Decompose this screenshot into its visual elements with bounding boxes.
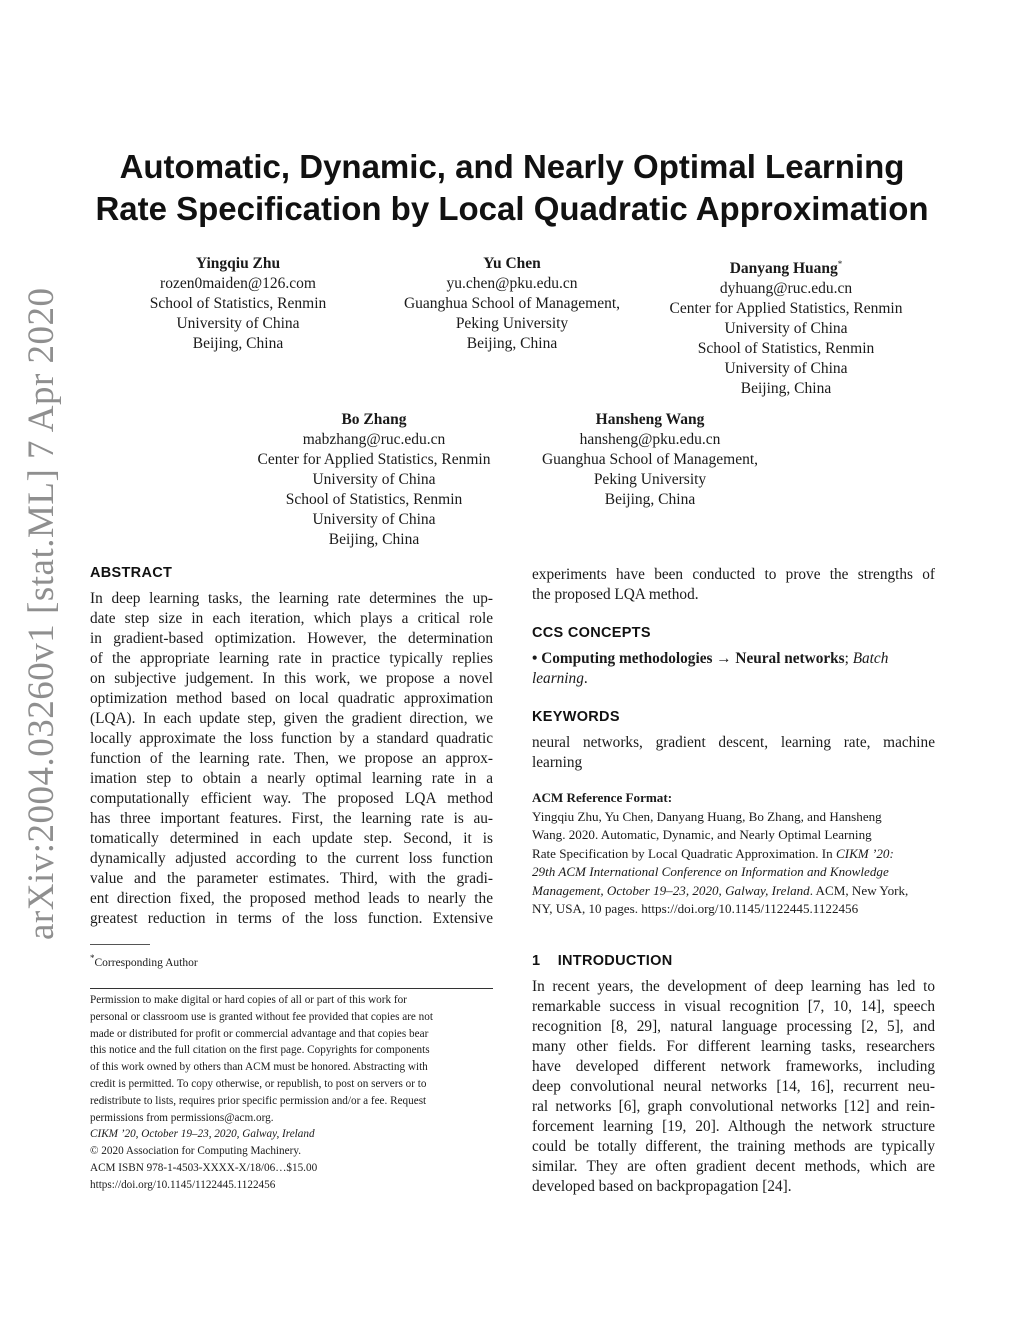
abstract-line: ent direction fixed, the proposed method leads to nearly the (90, 890, 493, 907)
abstract-heading: ABSTRACT (90, 565, 173, 581)
abstract-line: experiments have been conducted to prove the strengths of (532, 566, 935, 583)
abstract-line: dynamically adjusted according to the current loss function (90, 850, 493, 867)
permission-block (90, 992, 433, 1194)
author-affiliation: Guanghua School of Management, (403, 295, 621, 312)
intro-heading (532, 953, 672, 969)
acm-ref-line: NY, USA, 10 pages. https://doi.org/10.1145/1122445.1122456 (532, 901, 859, 916)
abstract-line: in gradient-based optimization. However, the determination (90, 630, 493, 647)
author-block-2 (382, 254, 642, 354)
keywords-line: learning (532, 754, 583, 771)
abstract-line: optimization method based on local quadratic approximation (90, 690, 493, 707)
author-name: Yingqiu Zhu (195, 255, 281, 272)
abstract-line: greatest reduction in terms of the loss function. Extensive (90, 910, 493, 927)
author-block-4 (238, 410, 510, 550)
author-affiliation: Beijing, China (740, 380, 832, 398)
author-email: rozen0maiden@126.com (160, 275, 316, 292)
author-name: Danyang Huang* (729, 259, 843, 278)
keywords-line: neural networks, gradient descent, learning rate, machine (532, 734, 935, 751)
author-affiliation: Beijing, China (466, 335, 558, 352)
acm-ref-line: Wang. 2020. Automatic, Dynamic, and Nearly Optimal Learning (532, 827, 872, 842)
ccs-concept: Computing methodologies (541, 650, 713, 667)
ccs-extra: learning (532, 670, 584, 687)
author-affiliation: Center for Applied Statistics, Renmin (257, 451, 491, 468)
corresponding-marker: * (837, 259, 843, 269)
section-title: INTRODUCTION (557, 953, 673, 969)
abstract-line: (LQA). In each update step, given the gradient direction, we (90, 710, 493, 727)
intro-line: deep convolutional neural networks [14, 16], recurrent neu- (532, 1078, 935, 1095)
author-affiliation: Center for Applied Statistics, Renmin (669, 300, 903, 318)
permission-line: permissions from permissions@acm.org. (90, 1111, 274, 1124)
acm-ref-line: Yingqiu Zhu, Yu Chen, Danyang Huang, Bo Zhang, and Hansheng (532, 808, 882, 824)
intro-line: recognition [8, 29], natural language processing [2, 5], and (532, 1018, 935, 1035)
author-affiliation: University of China (176, 315, 300, 332)
author-block-3 (650, 254, 922, 399)
intro-line: many other fields. For different learning tasks, researchers (532, 1038, 935, 1055)
ccs-separator: ; (844, 650, 849, 667)
footnote-text: Corresponding Author (94, 956, 198, 969)
permission-line: redistribute to lists, requires prior specific permission and/or a fee. Request (90, 1094, 427, 1107)
abstract-line: tomatically determined in each update step. Second, it is (90, 830, 493, 847)
author-affiliation: University of China (724, 320, 848, 338)
acm-ref-line (532, 882, 935, 901)
acm-ref-heading: ACM Reference Format: (532, 790, 673, 805)
permission-line: made or distributed for profit or commercial advantage and that copies bear (90, 1027, 429, 1040)
abstract-line: locally approximate the loss function by a standard quadratic (90, 730, 493, 747)
author-name: Yu Chen (483, 255, 541, 272)
ccs-bullet: • (532, 650, 538, 667)
acm-reference (532, 789, 935, 919)
author-email: hansheng@pku.edu.cn (579, 431, 721, 448)
author-affiliation: Beijing, China (604, 491, 696, 508)
intro-line: developed based on backpropagation [24]. (532, 1178, 792, 1195)
intro-line: In recent years, the development of deep learning has led to (532, 978, 935, 995)
author-affiliation: Guanghua School of Management, (541, 451, 759, 468)
author-affiliation: Beijing, China (328, 531, 420, 548)
doi-line: https://doi.org/10.1145/1122445.1122456 (90, 1178, 276, 1191)
venue-line: CIKM ’20, October 19–23, 2020, Galway, Ireland (90, 1128, 315, 1141)
keywords-heading: KEYWORDS (532, 709, 620, 725)
intro-body (532, 977, 935, 1197)
ccs-subconcept: Neural networks (735, 650, 845, 667)
acm-ref-venue: Management, October 19–23, 2020, Galway, Ireland (532, 882, 810, 898)
footnote-rule (90, 944, 150, 945)
abstract-body (90, 589, 493, 929)
author-email: yu.chen@pku.edu.cn (446, 275, 578, 292)
abstract-line: imation step to obtain a nearly optimal learning rate in a (90, 770, 493, 787)
acm-ref-text: Rate Specification by Local Quadratic Approximation. In (532, 845, 833, 861)
intro-line: ral networks [6], graph convolutional networks [12] and rein- (532, 1098, 935, 1115)
copyright-line: © 2020 Association for Computing Machinery. (90, 1145, 301, 1158)
author-affiliation: Peking University (593, 471, 707, 488)
author-affiliation: University of China (312, 511, 436, 528)
permission-line: Permission to make digital or hard copies of all or part of this work for (90, 994, 407, 1006)
intro-line: have developed different network frameworks, including (532, 1058, 935, 1075)
arxiv-stamp: arXiv:2004.03260v1 [stat.ML] 7 Apr 2020 (21, 287, 62, 940)
author-affiliation: University of China (724, 360, 848, 378)
ccs-arrow: → (716, 650, 732, 667)
acm-ref-venue: CIKM ’20: (835, 845, 894, 861)
keywords-body (532, 733, 935, 773)
ccs-body (532, 649, 935, 689)
ccs-end: . (583, 670, 588, 687)
author-block-1 (122, 254, 354, 354)
section-number: 1 (532, 953, 541, 969)
intro-line: remarkable success in visual recognition [7, 10, 14], speech (532, 998, 935, 1015)
permission-line: credit is permitted. To copy otherwise, or republish, to post on servers or to (90, 1077, 427, 1090)
abstract-line: function of the learning rate. Then, we propose an approx- (90, 750, 493, 767)
intro-line: forcement learning [19, 20]. Although the network structure (532, 1118, 935, 1135)
acm-ref-text: . ACM, New York, (809, 882, 909, 898)
permission-rule (90, 988, 493, 989)
abstract-line: of the appropriate learning rate in practice typically replies (90, 650, 493, 667)
permission-line: this notice and the full citation on the first page. Copyrights for components (90, 1044, 430, 1057)
intro-line: similar. They are often gradient decent methods, which are (532, 1158, 935, 1175)
author-affiliation: School of Statistics, Renmin (697, 340, 875, 358)
abstract-line: has three important features. First, the learning rate is au- (90, 810, 493, 827)
ccs-line-2 (532, 669, 935, 689)
author-block-5 (522, 410, 778, 510)
acm-ref-line: 29th ACM International Conference on Information and Knowledge (532, 864, 889, 879)
author-affiliation: University of China (312, 471, 436, 488)
permission-line: personal or classroom use is granted without fee provided that copies are not (90, 1010, 433, 1023)
intro-line: could be totally different, the training methods are typically (532, 1138, 935, 1155)
author-affiliation: Beijing, China (192, 335, 284, 352)
permission-line: of this work owned by others than ACM must be honored. Abstracting with (90, 1061, 428, 1074)
title-line-2: Rate Specification by Local Quadratic Approximation (95, 190, 929, 227)
footnote (90, 953, 198, 969)
abstract-line: the proposed LQA method. (532, 586, 699, 603)
author-affiliation: School of Statistics, Renmin (149, 295, 327, 312)
footnote-marker: * (90, 953, 95, 963)
abstract-line: on subjective judgement. In this work, we propose a novel (90, 670, 493, 687)
abstract-continuation (532, 565, 935, 605)
title-line-1: Automatic, Dynamic, and Nearly Optimal Learning (119, 148, 905, 185)
paper-title (60, 146, 964, 230)
abstract-line: value and the parameter estimates. Third, with the gradi- (90, 870, 493, 887)
ccs-line-1 (532, 649, 935, 669)
author-name: Hansheng Wang (595, 411, 705, 428)
author-affiliation: School of Statistics, Renmin (285, 491, 463, 508)
ccs-heading: CCS CONCEPTS (532, 625, 651, 641)
ccs-extra: Batch (852, 650, 889, 667)
abstract-line: computationally efficient way. The proposed LQA method (90, 790, 493, 807)
author-email: dyhuang@ruc.edu.cn (719, 280, 853, 298)
isbn-line: ACM ISBN 978-1-4503-XXXX-X/18/06…$15.00 (90, 1161, 318, 1174)
author-affiliation: Peking University (455, 315, 569, 332)
acm-ref-line (532, 845, 935, 864)
abstract-line: date step size in each iteration, which plays a critical role (90, 610, 493, 627)
abstract-line: In deep learning tasks, the learning rate determines the up- (90, 590, 493, 607)
author-name: Bo Zhang (341, 411, 407, 428)
author-email: mabzhang@ruc.edu.cn (302, 431, 446, 448)
